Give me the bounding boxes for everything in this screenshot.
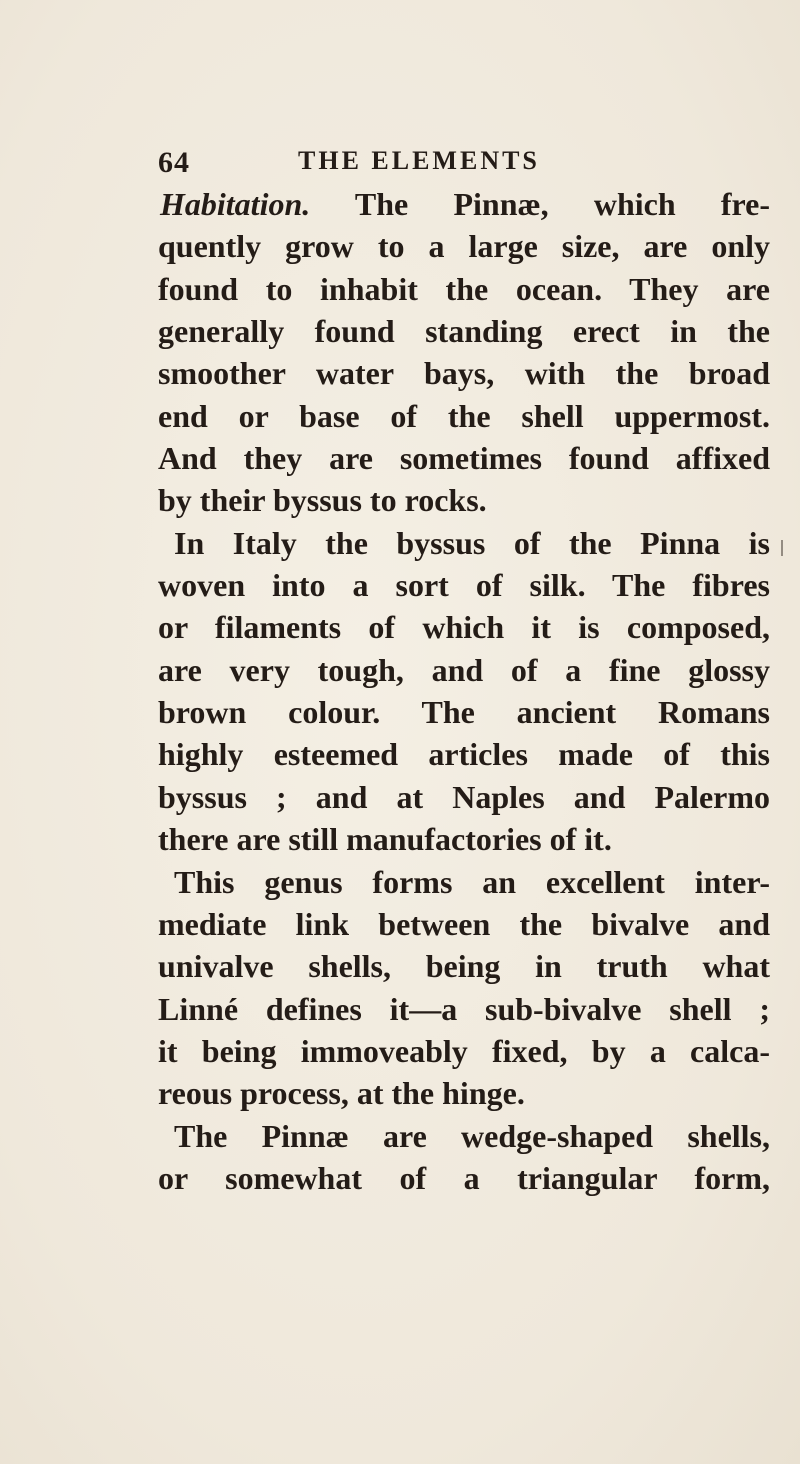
text-line: found to inhabit the ocean. They are	[158, 270, 770, 307]
section-heading: Habitation.	[160, 186, 311, 222]
line-text: The Pinnæ, which fre-	[310, 186, 770, 222]
text-line: highly esteemed articles made of this	[158, 736, 770, 773]
text-line: byssus ; and at Naples and Palermo	[158, 778, 770, 815]
text-line: And they are sometimes found affixed	[158, 440, 770, 477]
body-text	[158, 183, 770, 1199]
margin-mark	[781, 540, 783, 556]
text-line: generally found standing erect in the	[158, 313, 770, 350]
running-title: THE ELEMENTS	[298, 146, 540, 175]
text-line: brown colour. The ancient Romans	[158, 694, 770, 731]
text-line: mediate link between the bivalve and	[158, 905, 770, 942]
text-line: there are still manufactories of it.	[158, 821, 612, 858]
text-line: reous process, at the hinge.	[158, 1075, 525, 1112]
text-line: are very tough, and of a fine glossy	[158, 651, 770, 688]
text-line: it being immoveably fixed, by a calca-	[158, 1032, 770, 1069]
text-line: This genus forms an excellent inter-	[174, 863, 770, 900]
text-line	[158, 183, 770, 225]
text-line: or filaments of which it is composed,	[158, 609, 770, 646]
text-line: Linné defines it—a sub-bivalve shell ;	[158, 990, 770, 1027]
page-number: 64	[158, 146, 190, 179]
text-line: In Italy the byssus of the Pinna is	[174, 524, 770, 561]
text-line: quently grow to a large size, are only	[158, 228, 770, 265]
text-line: woven into a sort of silk. The fibres	[158, 567, 770, 604]
text-line: by their byssus to rocks.	[158, 482, 487, 519]
text-line: or somewhat of a triangular form,	[158, 1159, 770, 1196]
text-line: smoother water bays, with the broad	[158, 355, 770, 392]
running-head	[158, 146, 768, 186]
text-line: end or base of the shell uppermost.	[158, 397, 770, 434]
text-line: The Pinnæ are wedge-shaped shells,	[174, 1117, 770, 1154]
text-line: univalve shells, being in truth what	[158, 948, 770, 985]
